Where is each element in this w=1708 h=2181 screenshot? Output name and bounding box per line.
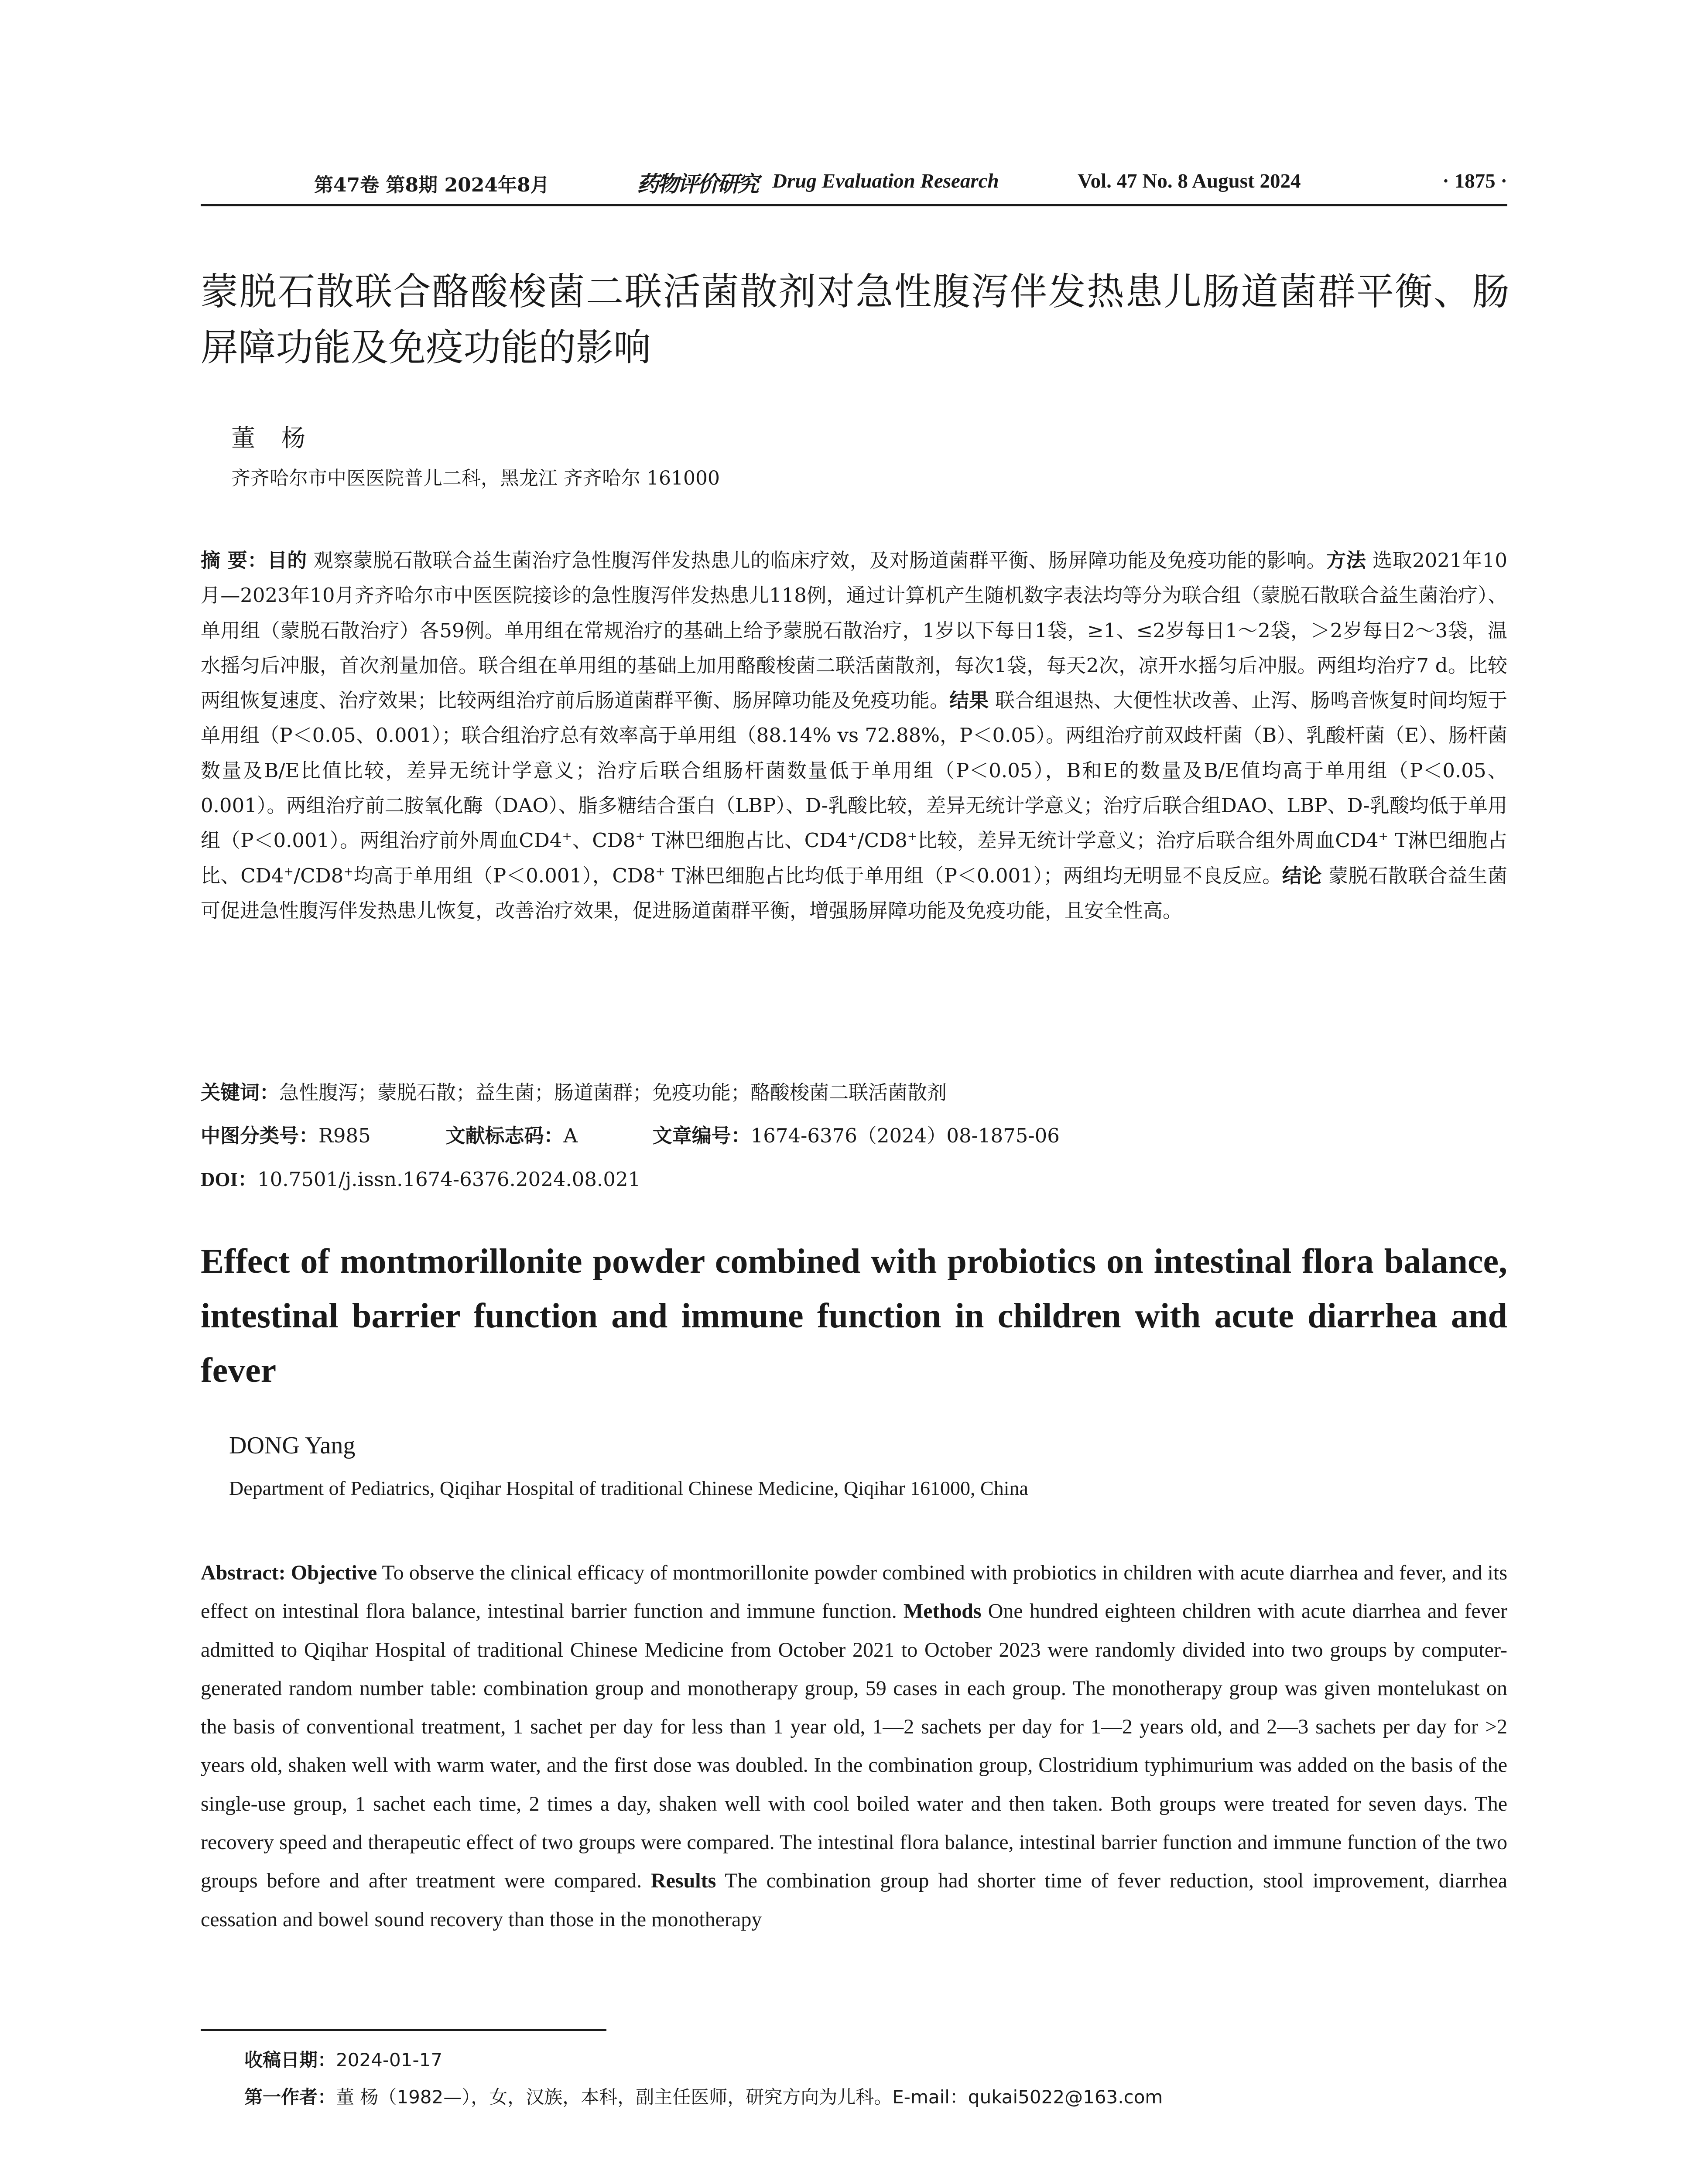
clc-label: 中图分类号： [201,1124,319,1147]
abstract-cn [201,543,1507,928]
title-en: Effect of montmorillonite powder combined with probiotics on intestinal flora balance, intestinal barrier function and immune function in children with acute diarrhea and fever [201,1242,1507,1390]
objective-cn: 观察蒙脱石散联合益生菌治疗急性腹泻伴发热患儿的临床疗效，及对肠道菌群平衡、肠屏障功能及免疫功能的影响。 [313,549,1327,572]
author-en: DONG Yang [229,1432,356,1459]
header-issue-cn: 第47卷 第8期 2024年8月 [314,174,550,196]
doi-value: 10.7501/j.issn.1674-6376.2024.08.021 [257,1168,641,1191]
clc-value: R985 [318,1124,371,1147]
methods-en-label: Methods [903,1600,982,1623]
doc-code-label: 文献标志码： [445,1124,564,1147]
first-author-info: 董 杨（1982—），女，汉族，本科，副主任医师，研究方向为儿科。E-mail：qukai5022@163.com [336,2086,1163,2108]
journal-logo: 药物评价研究 [637,172,757,196]
objective-en: To observe the clinical efficacy of montmorillonite powder combined with probiotics in children with acute diarrhea and fever, and its effect on intestinal flora balance, intestinal barrier function and immune function. [201,1561,1508,1623]
methods-en: One hundred eighteen children with acute diarrhea and fever admitted to Qiqihar Hospital of traditional Chinese Medicine from October 2021 to October 2023 were randomly divided into two groups by computer-generated random number table: combination group and monotherapy group, 59 cases in each group. The monotherapy group was given montelukast on the basis of conventional treatment, 1 sachet per day for less than 1 year old, 1—2 sachets per day for 1—2 years old, and 2—3 sachets per day for >2 years old, shaken well with warm water, and the first dose was doubled. In the combination group, Clostridium typhimurium was added on the basis of the single-use group, 1 sachet each time, 2 times a day, shaken well with cool boiled water and then taken. Both groups were treated for seven days. The recovery speed and therapeutic effect of two groups were compared. The intestinal flora balance, intestinal barrier function and immune function of the two groups before and after treatment were compared. [201,1600,1508,1893]
article-number-value: 1674-6376（2024）08-1875-06 [750,1124,1060,1147]
abstract-en [201,1554,1507,1939]
methods-cn: 选取2021年10月—2023年10月齐齐哈尔市中医医院接诊的急性腹泻伴发热患儿118例，通过计算机产生随机数字表法均等分为联合组（蒙脱石散联合益生菌治疗）、单用组（蒙脱石散治疗）各59例。单用组在常规治疗的基础上给予蒙脱石散治疗，1岁以下每日1袋，≥1、≤2岁每日1～2袋，＞2岁每日2～3袋，温水摇匀后冲服，首次剂量加倍。联合组在单用组的基础上加用酪酸梭菌二联活菌散剂，每次1袋，每天2次，凉开水摇匀后冲服。两组均治疗7 d。比较两组恢复速度、治疗效果；比较两组治疗前后肠道菌群平衡、肠屏障功能及免疫功能。 [201,549,1507,712]
results-en-label: Results [650,1869,716,1893]
header-volume: Vol. 47 No. 8 August 2024 [1078,170,1301,192]
doc-code-value: A [563,1124,578,1147]
received-label: 收稿日期： [244,2049,336,2071]
classification-line [201,1120,1060,1148]
keywords-text: 急性腹泻；蒙脱石散；益生菌；肠道菌群；免疫功能；酪酸梭菌二联活菌散剂 [279,1081,947,1104]
article-number-label: 文章编号： [652,1124,751,1147]
header-page-number: · 1875 · [1442,170,1507,192]
affiliation-cn: 齐齐哈尔市中医医院普儿二科，黑龙江 齐齐哈尔 161000 [231,467,720,489]
conclusion-cn-label: 结论 [1282,864,1322,887]
footnote-received [244,2046,442,2072]
results-cn-label: 结果 [949,689,989,712]
author-cn: 董杨 [231,424,332,452]
title-cn: 蒙脱石散联合酪酸梭菌二联活菌散剂对急性腹泻伴发热患儿肠道菌群平衡、肠屏障功能及免疫功能的影响 [201,270,1509,369]
doi-label: DOI： [201,1169,258,1190]
conclusion-cn: 蒙脱石散联合益生菌可促进急性腹泻伴发热患儿恢复，改善治疗效果，促进肠道菌群平衡，增强肠屏障功能及免疫功能，且安全性高。 [201,864,1507,922]
results-cn: 联合组退热、大便性状改善、止泻、肠鸣音恢复时间均短于单用组（P＜0.05、0.001）；联合组治疗总有效率高于单用组（88.14% vs 72.88%，P＜0.05）。两组治疗前双歧杆菌（B）、乳酸杆菌（E）、肠杆菌数量及B/E比值比较，差异无统计学意义；治疗后联合组肠杆菌数量低于单用组（P＜0.05），B和E的数量及B/E值均高于单用组（P＜0.05、0.001）。两组治疗前二胺氧化酶（DAO）、脂多糖结合蛋白（LBP）、D-乳酸比较，差异无统计学意义；治疗后联合组DAO、LBP、D-乳酸均低于单用组（P＜0.001）。两组治疗前外周血CD4+、CD8+ T淋巴细胞占比、CD4+/CD8+比较，差异无统计学意义；治疗后联合组外周血CD4+ T淋巴细胞占比、CD4+/CD8+均高于单用组（P＜0.001），CD8+ T淋巴细胞占比均低于单用组（P＜0.001）；两组均无明显不良反应。 [201,689,1507,887]
methods-cn-label: 方法 [1326,549,1366,572]
keywords [201,1077,947,1105]
results-en: The combination group had shorter time of fever reduction, stool improvement, diarrhea cessation and bowel sound recovery than those in the monotherapy [201,1869,1507,1931]
header-journal-en: Drug Evaluation Research [772,170,999,192]
footnote-divider [201,2029,606,2031]
abstract-cn-label: 摘 要： [201,549,267,572]
objective-en-label: Objective [291,1561,377,1584]
affiliation-en: Department of Pediatrics, Qiqihar Hospital of traditional Chinese Medicine, Qiqihar 161000, China [229,1477,1028,1499]
footnote-first-author [244,2083,1163,2109]
first-author-label: 第一作者： [244,2086,336,2108]
objective-cn-label: 目的 [267,549,307,572]
received-date: 2024-01-17 [336,2049,443,2071]
running-header [201,169,1507,206]
abstract-en-label: Abstract: [201,1561,286,1584]
keywords-label: 关键词： [201,1081,280,1104]
doi [201,1163,640,1192]
